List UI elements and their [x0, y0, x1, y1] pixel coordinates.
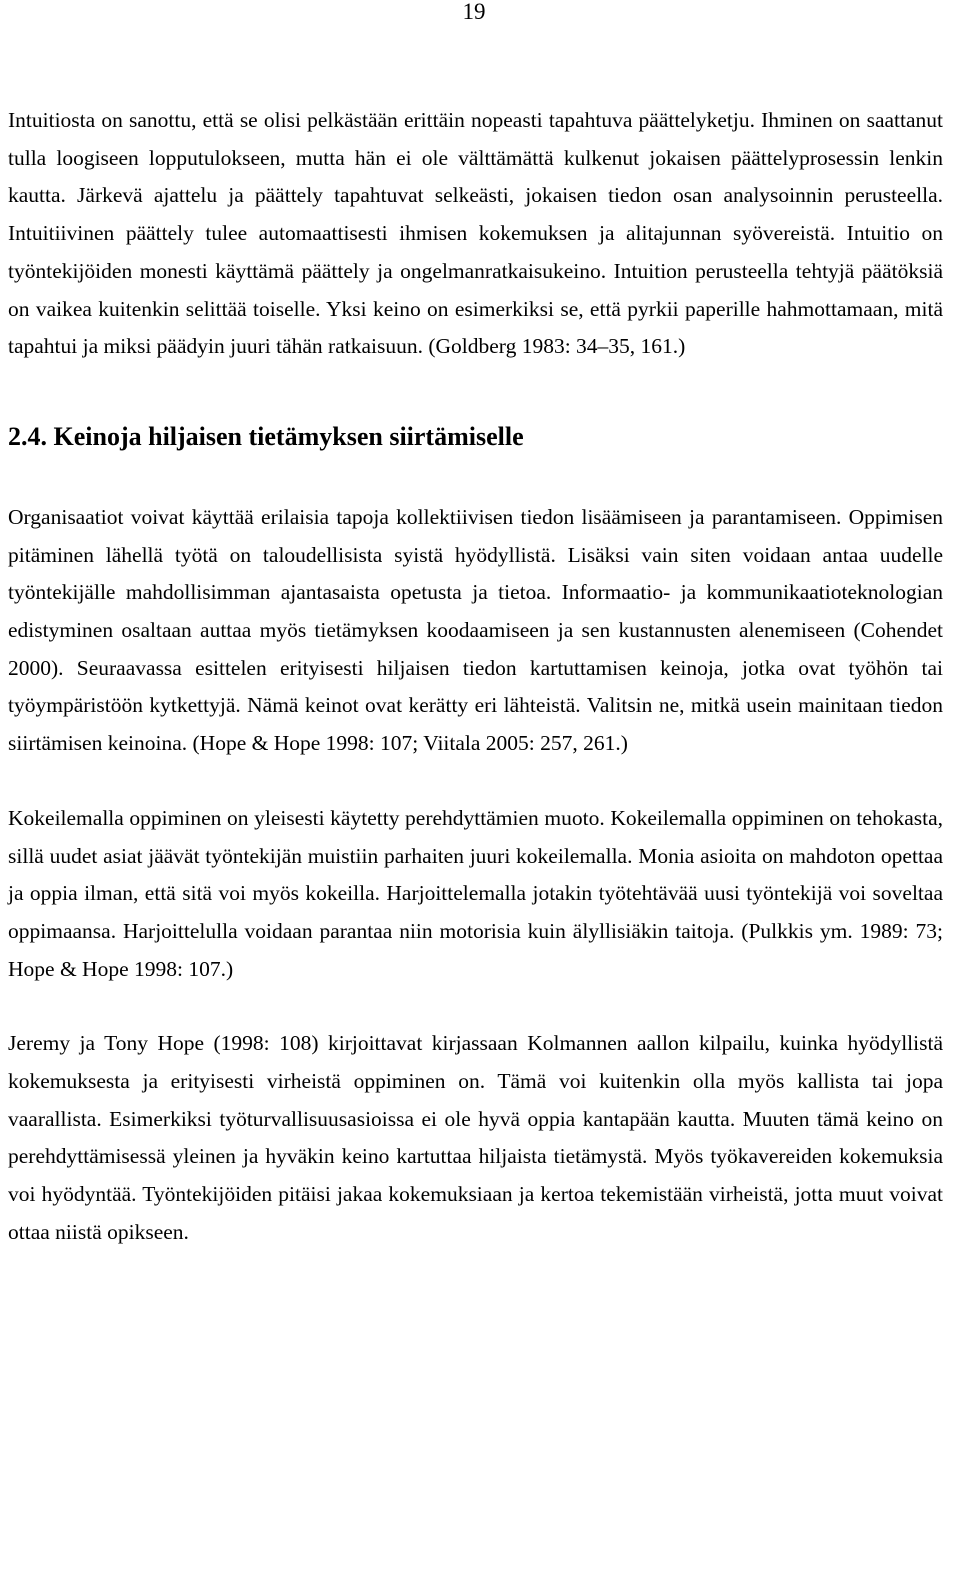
paragraph-learning-by-trying: Kokeilemalla oppiminen on yleisesti käytetty perehdyttämien muoto. Kokeilemalla oppiminen on tehokasta, sillä uudet asiat jäävät työntekijän muistiin parhaiten juuri kokeilemalla. Monia asioita on mahdoton opettaa ja oppia ilman, että sitä voi myös kokeilla. Harjoittelemalla jotakin työtehtävää uusi työntekijä voi soveltaa oppimaansa. Harjoittelulla voidaan parantaa niin motorisia kuin älyllisiäkin taitoja. (Pulkkis ym. 1989: 73; Hope & Hope 1998: 107.)	[8, 805, 943, 981]
paragraph-organisations: Organisaatiot voivat käyttää erilaisia tapoja kollektiivisen tiedon lisäämiseen ja parantamiseen. Oppimisen pitäminen lähellä työtä on taloudellisista syistä hyödyllistä. Lisäksi vain siten voidaan antaa uudelle työntekijälle mahdollisimman ajantasaista opetusta ja tietoa. Informaatio- ja kommunikaatioteknologian edistyminen osaltaan auttaa myös tietämyksen koodaamiseen ja sen kustannusten alenemiseen (Cohendet 2000). Seuraavassa esittelen erityisesti hiljaisen tiedon kartuttamisen keinoja, jotka ovat työhön tai työympäristöön kytkettyjä. Nämä keinot ovat kerätty eri lähteistä. Valitsin ne, mitkä usein mainitaan tiedon siirtämisen keinoina. (Hope & Hope 1998: 107; Viitala 2005: 257, 261.)	[8, 504, 943, 756]
paragraph-learning-from-mistakes: Jeremy ja Tony Hope (1998: 108) kirjoittavat kirjassaan Kolmannen aallon kilpailu, kuinka hyödyllistä kokemuksesta ja erityisesti virheistä oppiminen on. Tämä voi kuitenkin olla myös kallista tai jopa vaarallista. Esimerkiksi työturvallisuusasioissa ei ole hyvä oppia kantapään kautta. Muuten tämä keino on perehdyttämisessä yleinen ja hyväkin keino kartuttaa hiljaista tietämystä. Myös työkavereiden kokemuksia voi hyödyntää. Työntekijöiden pitäisi jakaa kokemuksiaan ja kertoa tekemistään virheistä, jotta muut voivat ottaa niistä opikseen.	[8, 1031, 943, 1244]
document-body	[8, 102, 943, 1252]
page-number: 19	[462, 0, 486, 24]
section-heading: 2.4. Keinoja hiljaisen tietämyksen siirtämiselle	[8, 421, 524, 451]
paragraph-intuition: Intuitiosta on sanottu, että se olisi pelkästään erittäin nopeasti tapahtuva päättelyketju. Ihminen on saattanut tulla loogiseen lopputulokseen, mutta hän ei ole välttämättä kulkenut jokaisen päättelyprosessin lenkin kautta. Järkevä ajattelu ja päättely tapahtuvat selkeästi, jokaisen tiedon osan analysoinnin perusteella. Intuitiivinen päättely tulee automaattisesti ihmisen kokemuksen ja alitajunnan syövereistä. Intuitio on työntekijöiden monesti käyttämä päättely ja ongelmanratkaisukeino. Intuition perusteella tehtyjä päätöksiä on vaikea kuitenkin selittää toiselle. Yksi keino on esimerkiksi se, että pyrkii paperille hahmottamaan, mitä tapahtui ja miksi päädyin juuri tähän ratkaisuun. (Goldberg 1983: 34–35, 161.)	[8, 108, 943, 359]
